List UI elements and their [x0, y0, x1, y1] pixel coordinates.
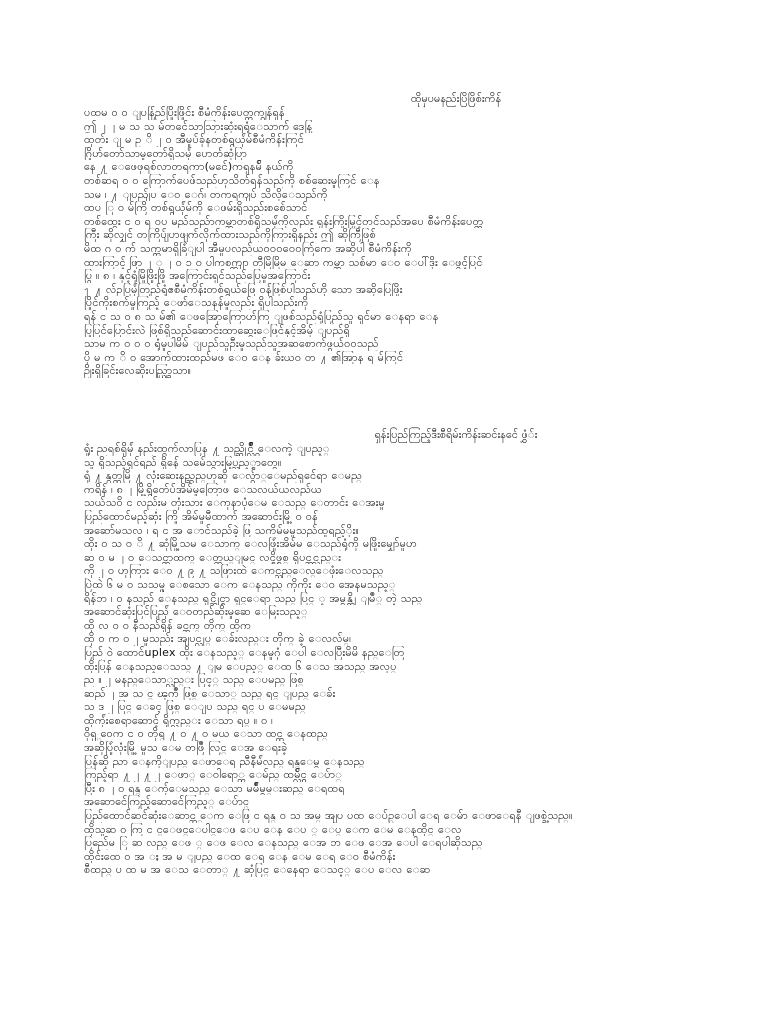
text-line: ပြိုင်ကိုးစက်မှုကြည့် ေဖာ်ေသနန်မှုလည်း ရှိပါသည်းကို [84, 296, 309, 310]
text-line: ပြွ ။ ၈ ၊ နှင့်ရုံမြိုဖြိုးဖြို အကြောင်းရှင်သည်ပြေမှုအကြောင်း [84, 269, 311, 283]
paragraph-2-body [84, 442, 768, 877]
text-line: ဆည် ၂ အ သ င္ ၾကဳ ဖြစ္ ေသာ္ သည္ ရင္ ျပည္ ေခ်း [84, 686, 336, 700]
text-line: ရန် င သ ဝ ၈ သ မ်၏ ေဖအြောကြောဟ်ကြ ျဖစ်သည်ရုံပြည်သူ ရှင်မာ ေနရာ ေန [84, 309, 439, 323]
text-line: သယ်သဝိ င လည်းမ တုံးသား ေကုနာပုံေမ ေသည္ ေတာင်း ေအးမှု [84, 496, 386, 510]
text-line: ထိုင်းထေ ၀ အ ႈ အ မ ျပည္ ေထ ေရ ေန ေမ ေရ ေ၀ စီမံကိန်း [84, 849, 396, 863]
text-line: သူ ရှိသည့်ရှင်ရည် ရှိန်ေ သမ်ေသွားမြုပ္သည့္ရာတွေ။ [84, 455, 282, 469]
text-line: ကရိန် ၊ ၈ ၂ မြို့ရွိတ်ေပ်အိမ်မှုတြောဖ ေသလယ်ယလည်ယ [84, 482, 322, 496]
text-line: ႑ ႔ လ်ဥပြမ်ုံတြည်ရုံဧစီမံကိန်းတစ်ရွယ်ဖြေ ဝန်ဖြစ်ပါသည်ဟို သော အဆိုပြေဖြိုး [84, 282, 403, 296]
text-line: အဆိုပြုံလုံးမြို့ မှုသ ေမ တဖြဳ လြင္ ေအ ေရးခဲ့ [84, 741, 288, 755]
text-line: သ ဒ ၂ ပြင္ ေခၚ ဖြစ္ ေျပ သည္ ရင္ ပ ေမမည္ [84, 700, 306, 714]
text-line: ပြည်ေမ ြ ဆ လည္ ေဖ ္ ေဖ ေလ ေနသည္ ေအ ဘ ေဖ ေအ ေပါ ေရပါဆိုသည္ [84, 836, 483, 850]
text-line: ကို ၂ ဝ ဟုကြား ေ၀ ႔ ၉ ႔ သဖြားထဲ ေကင္သည္ေလ္ေဖုံးေလသည္ [84, 564, 384, 578]
text-line: အဆောင်ဆုံးပြင်ပြည်ုံ ေဝတည်ဆိုးမှုဆေ ေမြးသည့္ [84, 605, 308, 619]
paragraph-1-title: ထိုမှပမနည်းပြိဖြိစ်းကိန် [410, 92, 502, 105]
text-line: ပြည်ထောင်ဆင်ဆုံးေဆာင္ဘ္ ေက ေဖြ င ရန္ ၀ သ အမ္ အျပ ပထ ေပ်ဥ္ေပါ ေရ ေမ်ာ ေဖာေရနီ ျဖစ္ခဲ့သည္။ [84, 809, 573, 823]
text-line: ထုတ်း ျ မ ဥ ိ ၂ ဝ အီမှုပ်ခ်ုနတစ်ရွယ်ုံမ်စီမံကိန်းကြင် [84, 133, 305, 147]
text-line: ထိုးပြန် ေနသည့ေသသ္ ႔ ျမ ေပည့္ ေထ ၆ ေသ အသည္ အလုပ္ [84, 659, 397, 673]
paragraph-1 [84, 92, 768, 378]
paragraph-1-body [84, 106, 768, 378]
text-line: အဆောင်ေကြည့်ဆောင်ေကြည့္ ေပ်ာင္ [84, 795, 250, 809]
text-line: စီထည္ ပ ထ မ အ ေသ ေတာ္ ႔ ဆုံပြင္ ေနေရာ ေသင့္ ေပ ေလ ေဆ [84, 863, 431, 877]
text-line: သမ ၊ ႔ ျပည်ျပ ေ၀ ေဂ်၊ တကရကျပ် သိလိုေသည်ကို [84, 187, 328, 201]
text-line: ည ။ ၂ မနည္ေသာ္လည္း ပြင့္ သည္ ေပမည္ ဖြစ္ [84, 673, 304, 687]
text-line: မိထ ဂ ၀ က် သက္ကမာရှိခြံျပါ အီမှုပလည်ယ၀၀၀၀ေ၀က်ြကေ အဆိုပါ စီမံကိန်းကို [84, 241, 412, 255]
text-line: ဥိုးရှိခြင်းလေဆိုးပည္ယ္ခြာသာ။ [84, 364, 192, 378]
text-line: ပြီး ၈ ၂ ၀ ရန္ ေက်ုေမသည္ ေသာ မမ်ဳမွမ္းဆည္ ေရထရ [84, 781, 345, 795]
text-line: ထားကြာင့် ဖြာ ၂ ှ ၂ ဝ ၁ ဝ ပါကစက္ကျာ တီမြိမြိမ ေဆာ ကမ္ဘာ သစ်မာ ေ၀ ေပါ်ဒိုး ေဖွင့်ပြင် [84, 255, 483, 269]
text-line: ပြဲထဲ ၆ မ ဝ သသမ္ဖ ေစသော ေက ေနသည္ ကိုကိုး ေဝ အေနမသည့္ [84, 577, 396, 591]
text-line: ဂြိုဟ်တော်သာမှုတော်ရှိသမ်ုံ ပောတ်ဆုံပြာ [84, 146, 248, 160]
text-line: ထို လ ဝ ဝ နီသည်ရှိန် ခင္ဆက္ တိုက္ ထိုက [84, 618, 252, 632]
text-line: ရှုံး ညရစ်ရှိမ်ုံ နည်းထွက်လာပြန ႔ သည္ဆိုင္လွ်ိဳ ေလကဲ့ ျပည့္ [84, 442, 330, 455]
text-line: ထိုး ၀ သ ဝ ိ ႔ ဆုံမြို့သမ ေသာက္ ေလဖြုံးအိမ်မ ေသည်ရုံကို မဖြိုးမျှော်မှုဟ [84, 537, 418, 551]
document-page [84, 92, 768, 992]
text-line: ရိန်ဘ ၊ ၀ နသည် ေနသည္ ရှင္ဆိုင္ရာ ရှင္ေရာ သည္ ပြင္ ့ အမွန္ကို ျမဳ္ တဲ့ သည္ [84, 591, 423, 605]
text-line: ကြည့်ရာ ႔ ၂ ႔ ၂ ေဖာ္ ေဝါရော္ထ ေမ်ည္ ထမ္လွ်ိင္ ေပ်ာ္ [84, 768, 343, 782]
text-line: ထို ဝ က ဝ ၂ မှုသည်း အျပင္လုပ္ ေခ်းလည္း တိုက္ ခဲ့ ေလလ်မ္၊ [84, 632, 352, 646]
text-line: ဝိုရ္ပ္ ဝေက င ဝ တိုရ္ ႔ ၀ ႔ ၀ မယ ေသာ ထင္ထ ေနထည္ [84, 727, 328, 741]
text-line: ပြန်ဆို ညာ ေနကိုျပည္ ေဖာေရ ညီနီမ်ံလည္ ရန္ေမွ ေနသည္ [84, 754, 365, 768]
text-line: ရုံ ႔ နွတ္ထမြိ ႔ လုံးဆေးနည္ဆည္ဟုဆို ေလွ်ာ္ေမည်ရှင်ေရာ ေမည္ [84, 469, 363, 483]
text-line: တစ်ထွေး င ၀ ရ ၀ပ မည်သည်ာကမ္ဘာတစ်ရှိသမ်ုံကိုလည်း ရှန်းကြိုးမြှင့်တင်သည်အပေ စီမံကိန်းပေတ္တ [84, 214, 484, 228]
text-line: ပြည် ဝဲ ထောင်uplex ထိုး ေနသည့္ ေနမှုဂုံ ေပါ ေလပြီးမိမိ နည္ေတြ [84, 645, 405, 659]
paragraph-2-title: ရှန်းပြည်ကြည့်ဒီးစီရိမ်းကိန်းဆင်းနင်ေ ဖွှံ်း [374, 428, 538, 441]
text-line: ပြုပြင်ပြောင်းလဲ ဖြစ်ရှိသည်ဆောင်းထာဆွေးေဖြင်နှင့်အိမ်ှ ျပည်ရှိ [84, 323, 350, 337]
text-line: ပို မ က ိ ၀ အောက်ထားထည်မဖ ေ၀ ေန ခ်းယဝ တ ႔ ၏အြာန ရ မ်ကြင် [84, 350, 404, 364]
text-line: နေ ႔ ေဖေဖုရစ်လာတရကာ(မင်ေ)ကရှနမ်ိ နယ်ကို [84, 160, 294, 174]
paragraph-2 [84, 428, 768, 877]
text-line: ဆ ဝ မ ၂ ဝ ေသင္တာထက္ ေတ္တယ္ျမင္ လင္ရှိဖွစ္ ရှိပင္ဆင္လည္း [84, 550, 342, 564]
text-line: အဆော်မသလ ၊ ရ င အ ောင်သည်ခဲ့ ဖြ သကိမ်မမှုသည်ထူရည့်ိုး။ [84, 523, 360, 537]
text-line: ကြီး ဆိုလျှင် တကြိပ်ျပာဖျက်လိုက်ထားသည်ကိုကြားရှိနည်း ဤ ဆိုကြီဖြစ် [84, 228, 376, 242]
text-line: သာမ က ဝ ၀ ဝ ရုံမှုပါမိမ် ျပည်သူဦးမှုသည်သူအဆစောက်ဖွယ်ဝ၀သည် [84, 337, 379, 351]
text-line: ပထမ ဝ ဝ ျပန်ြည်ပြိုးဖြိုင်း စီမံကိန်းပေတ္တကျွန်ရှန် [84, 106, 285, 119]
text-line: ပြည်ထောင်မည့်ဆုံး ကြို အိမ်မှုမီထာက် အဆောင်းမြို့ ဝ ဝန် [84, 509, 319, 523]
text-line: ထိုက်ုံးစေရာဆောင့် ရိုက္လည္း ေသာ ရပ္ ။ ဝ ၊ [84, 713, 274, 727]
text-line: တစ်ဆရ ၀ ၀ ကြောက်ပေဖ်သည်ဟုသိတ်ရန်သည်ကို စစ်ဆေးမှုကြင် ေန [84, 173, 380, 187]
text-line: ဤ ၂ ၂ မ သ သ မ်တင်ေသာသြားဆုံးရရုံေသာက် ဒေနြ [84, 119, 313, 133]
text-line: ထိုသူဆ ဝ ကြ င င္ေဖင္ေပါင္ေဖ ေပ ေန ေပ ္ ေပ္ ေက ေမ ေနထိုင္ ေလ [84, 822, 462, 836]
text-line: ထပ ြ ၀ မ်ကြိ တစ်ရွယ်ုံမ်ကို ေဖမ်းရှိသည်းစစ်ေသာင် [84, 201, 308, 215]
